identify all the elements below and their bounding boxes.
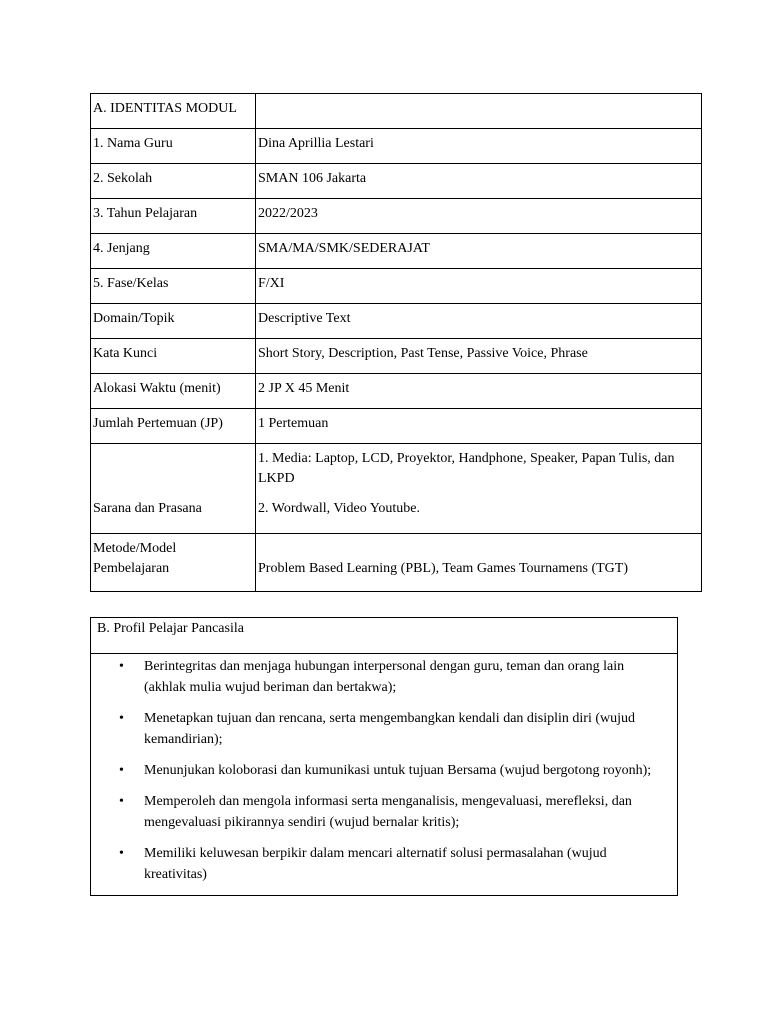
sarana-item: 2. Wordwall, Video Youtube. (258, 501, 421, 516)
table-row (91, 654, 678, 896)
list-item (119, 843, 667, 885)
row-label: Alokasi Waktu (menit) (91, 374, 256, 409)
bullet-icon: • (119, 763, 124, 778)
list-item-text: Memiliki keluwesan berpikir dalam mencari alternatif solusi permasalahan (wujud kreativitas) (144, 846, 607, 882)
bullet-icon: • (119, 794, 124, 809)
identitas-modul-table (90, 93, 702, 592)
list-item (119, 791, 667, 833)
row-value: F/XI (256, 269, 702, 304)
row-value: 1 Pertemuan (256, 409, 702, 444)
row-label: 2. Sekolah (91, 164, 256, 199)
table-row (91, 339, 702, 374)
profil-header: B. Profil Pelajar Pancasila (91, 618, 678, 654)
row-value: SMAN 106 Jakarta (256, 164, 702, 199)
sarana-label: Sarana dan Prasana (91, 444, 256, 534)
bullet-icon: • (119, 711, 124, 726)
table-row (91, 199, 702, 234)
list-item-text: Menetapkan tujuan dan rencana, serta mengembangkan kendali dan disiplin diri (wujud kemandirian); (144, 711, 636, 747)
metode-value: Problem Based Learning (PBL), Team Games Tournamens (TGT) (256, 534, 702, 592)
table-row-metode (91, 534, 702, 592)
row-value: 2 JP X 45 Menit (256, 374, 702, 409)
row-label: Jumlah Pertemuan (JP) (91, 409, 256, 444)
identitas-header: A. IDENTITAS MODUL (91, 94, 256, 129)
row-value: Dina Aprillia Lestari (256, 129, 702, 164)
table-row-sarana (91, 444, 702, 534)
bullet-icon: • (119, 659, 124, 674)
profil-list-cell (91, 654, 678, 896)
list-item-text: Menunjukan koloborasi dan kumunikasi untuk tujuan Bersama (wujud bergotong royonh); (144, 763, 652, 778)
sarana-item: 1. Media: Laptop, LCD, Proyektor, Handphone, Speaker, Papan Tulis, dan LKPD (258, 451, 675, 486)
table-row (91, 129, 702, 164)
row-value: 2022/2023 (256, 199, 702, 234)
table-row (91, 374, 702, 409)
row-label: Kata Kunci (91, 339, 256, 374)
list-item (119, 708, 667, 750)
row-label: 4. Jenjang (91, 234, 256, 269)
list-item (119, 656, 667, 698)
identitas-header-empty (256, 94, 702, 129)
row-value: SMA/MA/SMK/SEDERAJAT (256, 234, 702, 269)
row-label: 1. Nama Guru (91, 129, 256, 164)
bullet-icon: • (119, 846, 124, 861)
row-label: Domain/Topik (91, 304, 256, 339)
table-row (91, 409, 702, 444)
list-item-text: Memperoleh dan mengola informasi serta menganalisis, mengevaluasi, merefleksi, dan mengevaluasi pikirannya sendiri (wujud bernalar kritis); (144, 794, 632, 830)
table-row (91, 164, 702, 199)
row-value: Descriptive Text (256, 304, 702, 339)
table-row (91, 269, 702, 304)
table-row (91, 94, 702, 129)
profil-pelajar-table (90, 617, 678, 896)
list-item-text: Berintegritas dan menjaga hubungan interpersonal dengan guru, teman dan orang lain (akhlak mulia wujud beriman dan bertakwa); (144, 659, 625, 695)
row-value: Short Story, Description, Past Tense, Passive Voice, Phrase (256, 339, 702, 374)
profil-list (91, 654, 677, 895)
row-label: 5. Fase/Kelas (91, 269, 256, 304)
row-label: 3. Tahun Pelajaran (91, 199, 256, 234)
table-row (91, 234, 702, 269)
sarana-value (256, 444, 702, 534)
table-row (91, 304, 702, 339)
list-item (119, 760, 667, 781)
metode-label: Metode/Model Pembelajaran (91, 534, 256, 592)
table-row (91, 618, 678, 654)
